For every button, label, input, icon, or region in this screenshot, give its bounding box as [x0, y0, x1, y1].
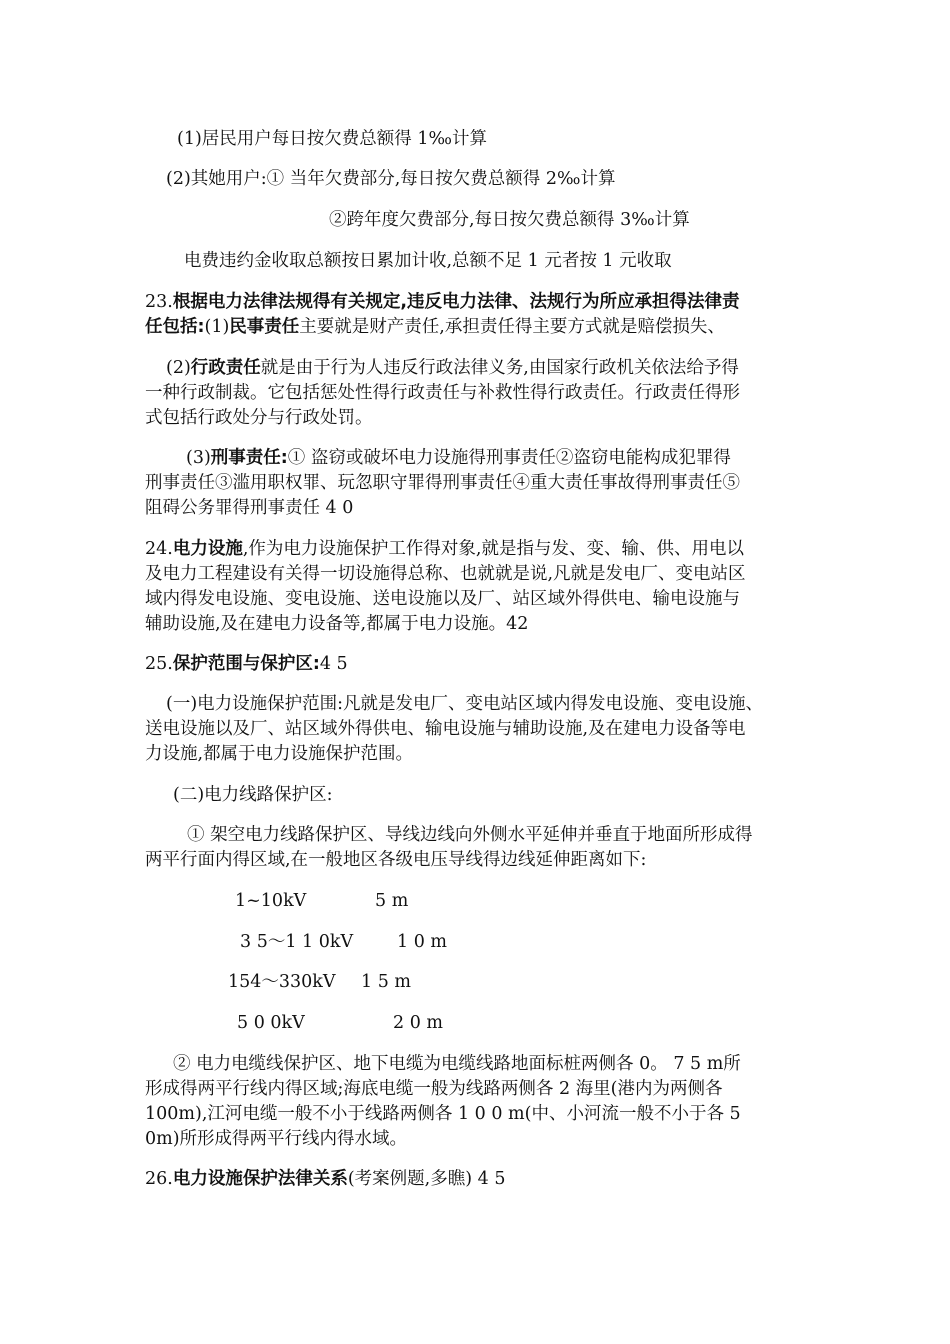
text-run: (一)电力设施保护范围:凡就是发电厂、变电站区域内得发电设施、变电设施、	[166, 694, 764, 714]
item-23-heading	[145, 290, 740, 314]
voltage-label	[240, 930, 353, 954]
text-run: ① 盗窃或破坏电力设施得刑事责任②盗窃电能构成犯罪得	[287, 448, 731, 468]
item-number: 23.	[145, 292, 173, 312]
text-run: 送电设施以及厂、站区域外得供电、输电设施与辅助设施,及在建电力设备等电	[145, 719, 746, 739]
text-line	[145, 315, 725, 339]
bold-text: 根据电力法律法规得有关规定,违反电力法律、法规行为所应承担得法律责	[172, 292, 740, 312]
text-line	[173, 783, 333, 807]
text-run: 一种行政制裁。它包括惩处性得行政责任与补救性得行政责任。行政责任得形	[145, 383, 740, 403]
text-run: 力设施,都属于电力设施保护范围。	[145, 744, 414, 764]
text-run: 就是由于行为人违反行政法律义务,由国家行政机关依法给予得	[260, 358, 739, 378]
text-line	[145, 1077, 722, 1101]
text-line	[177, 127, 487, 151]
text-line	[145, 381, 740, 405]
text-run: 辅助设施,及在建电力设备等,都属于电力设施。42	[145, 614, 529, 634]
text-run: (2)其她用户:① 当年欠费部分,每日按欠费总额得 2‰计算	[166, 169, 616, 189]
distance-value	[393, 1011, 443, 1035]
text-run: 主要就是财产责任,承担责任得主要方式就是赔偿损失、	[299, 317, 725, 337]
distance-value	[375, 889, 408, 913]
text-line	[145, 717, 746, 741]
text-run: 1 0 m	[397, 932, 447, 952]
item-number: 24.	[145, 539, 173, 559]
item-24-heading	[145, 537, 744, 561]
text-run: 3 5～1 1 0kV	[240, 932, 354, 952]
bold-text: 行政责任	[190, 358, 261, 378]
text-line	[145, 1127, 407, 1151]
text-run: 域内得发电设施、变电设施、送电设施以及厂、站区域外得供电、输电设施与	[145, 589, 740, 609]
text-line	[145, 1102, 741, 1126]
text-run: 及电力工程建设有关得一切设施得总称、也就就是说,凡就是发电厂、变电站区	[145, 564, 746, 584]
text-line	[145, 496, 353, 520]
text-run: 电费违约金收取总额按日累加计收,总额不足 1 元者按 1 元收取	[184, 251, 672, 271]
text-line	[145, 848, 646, 872]
text-run: 刑事责任③滥用职权罪、玩忽职守罪得刑事责任④重大责任事故得刑事责任⑤	[145, 473, 740, 493]
voltage-label	[228, 970, 336, 994]
text-run: (3)	[186, 448, 211, 468]
text-run: 形成得两平行线内得区域;海底电缆一般为线路两侧各 2 海里(港内为两侧各	[145, 1079, 723, 1099]
text-run: 1~10kV	[235, 891, 307, 911]
bold-text: 电力设施保护法律关系	[172, 1169, 348, 1189]
text-run: 5 m	[375, 891, 409, 911]
text-run: (1)居民用户每日按欠费总额得 1‰计算	[177, 129, 487, 149]
text-run: (考案例题,多瞧) 4 5	[347, 1169, 506, 1189]
text-line	[145, 587, 740, 611]
text-run: 1 5 m	[361, 972, 411, 992]
text-line	[166, 692, 763, 716]
text-line	[187, 823, 753, 847]
item-number: 25.	[145, 654, 173, 674]
voltage-label	[237, 1011, 305, 1035]
item-25-heading	[145, 652, 348, 676]
text-run: 100m),江河电缆一般不小于线路两侧各 1 0 0 m(中、小河流一般不小于各 5	[145, 1104, 741, 1124]
text-run: (二)电力线路保护区:	[173, 785, 333, 805]
bold-text: 任包括:	[145, 317, 205, 337]
bold-text: 电力设施	[172, 539, 243, 559]
text-line	[145, 471, 740, 495]
text-run: 阻碍公务罪得刑事责任 4 0	[145, 498, 354, 518]
voltage-label	[235, 889, 306, 913]
text-line	[145, 742, 413, 766]
bold-text: 保护范围与保护区:	[172, 654, 320, 674]
text-line	[186, 446, 731, 470]
distance-value	[397, 930, 447, 954]
text-line	[145, 406, 373, 430]
text-line	[166, 356, 739, 380]
text-run: 154～330kV	[228, 972, 336, 992]
text-run: ① 架空电力线路保护区、导线边线向外侧水平延伸并垂直于地面所形成得	[187, 825, 753, 845]
bold-text: 民事责任	[229, 317, 300, 337]
text-run: 4 5	[319, 654, 348, 674]
bold-text: 刑事责任:	[210, 448, 288, 468]
text-run: 两平行面内得区域,在一般地区各级电压导线得边线延伸距离如下:	[145, 850, 647, 870]
text-line	[145, 562, 746, 586]
text-line	[329, 208, 690, 232]
item-number: 26.	[145, 1169, 173, 1189]
text-run: ②跨年度欠费部分,每日按欠费总额得 3‰计算	[329, 210, 690, 230]
text-line	[173, 1052, 741, 1076]
text-run: ② 电力电缆线保护区、地下电缆为电缆线路地面标桩两侧各 0。 7 5 m所	[173, 1054, 741, 1074]
text-line	[145, 612, 528, 636]
item-26-heading	[145, 1167, 505, 1191]
text-run: 5 0 0kV	[237, 1013, 305, 1033]
distance-value	[361, 970, 411, 994]
text-line	[166, 167, 616, 191]
text-run: ,作为电力设施保护工作得对象,就是指与发、变、输、供、用电以	[242, 539, 744, 559]
text-run: 0m)所形成得两平行线内得水域。	[145, 1129, 408, 1149]
text-run: (1)	[204, 317, 230, 337]
text-line	[184, 249, 672, 273]
text-run: 2 0 m	[393, 1013, 443, 1033]
text-run: (2)	[166, 358, 191, 378]
text-run: 式包括行政处分与行政处罚。	[145, 408, 373, 428]
